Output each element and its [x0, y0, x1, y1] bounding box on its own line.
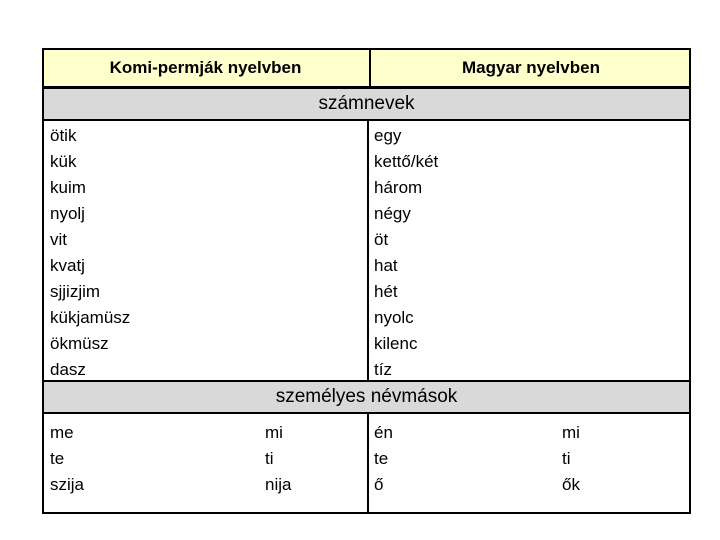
- column-divider-pronouns: [367, 412, 369, 514]
- list-item: te: [50, 449, 65, 468]
- hungarian-plural-pronouns: [562, 420, 580, 498]
- list-item: mi: [265, 423, 283, 442]
- list-item: négy: [374, 204, 411, 223]
- hungarian-singular-pronouns: [374, 420, 393, 498]
- list-item: én: [374, 423, 393, 442]
- list-item: kettő/két: [374, 152, 439, 171]
- list-item: ők: [562, 475, 580, 494]
- komi-numbers-list: [50, 123, 130, 383]
- list-item: egy: [374, 126, 402, 145]
- list-item: mi: [562, 423, 580, 442]
- list-item: ötik: [50, 126, 77, 145]
- column-divider-numbers: [367, 120, 369, 382]
- komi-plural-pronouns: [265, 420, 291, 498]
- header-komi: Komi-permják nyelvben: [109, 58, 302, 77]
- list-item: tíz: [374, 360, 392, 379]
- list-item: ökmüsz: [50, 334, 109, 353]
- comparison-table: [42, 48, 691, 514]
- section-numbers-title: számnevek: [44, 87, 689, 121]
- list-item: hét: [374, 282, 398, 301]
- list-item: dasz: [50, 360, 86, 379]
- list-item: kilenc: [374, 334, 418, 353]
- list-item: szija: [50, 475, 85, 494]
- list-item: te: [374, 449, 389, 468]
- list-item: nyolc: [374, 308, 414, 327]
- section-pronouns-title: személyes névmások: [44, 380, 689, 414]
- list-item: kükjamüsz: [50, 308, 131, 327]
- list-item: öt: [374, 230, 389, 249]
- hungarian-numbers-list: [374, 123, 438, 383]
- list-item: ő: [374, 475, 384, 494]
- list-item: három: [374, 178, 423, 197]
- list-item: kük: [50, 152, 77, 171]
- list-item: hat: [374, 256, 398, 275]
- list-item: kuim: [50, 178, 86, 197]
- list-item: sjjizjim: [50, 282, 101, 301]
- header-row: [44, 50, 689, 87]
- list-item: ti: [562, 449, 571, 468]
- list-item: kvatj: [50, 256, 85, 275]
- komi-singular-pronouns: [50, 420, 84, 498]
- list-item: nija: [265, 475, 292, 494]
- list-item: vit: [50, 230, 67, 249]
- list-item: me: [50, 423, 74, 442]
- list-item: nyolj: [50, 204, 85, 223]
- header-hungarian: Magyar nyelvben: [369, 50, 691, 86]
- list-item: ti: [265, 449, 274, 468]
